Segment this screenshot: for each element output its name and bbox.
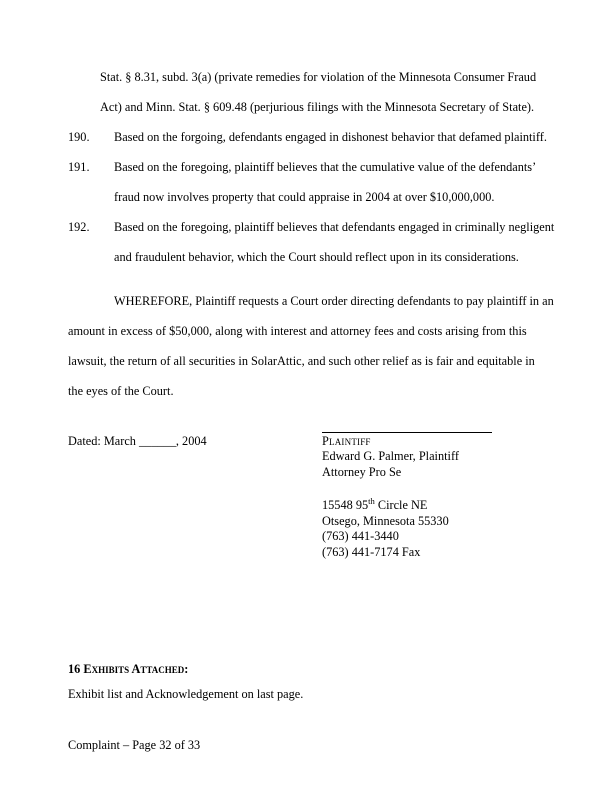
paragraph-line: Based on the foregoing, plaintiff believes that defendants engaged in criminally negligent — [114, 220, 555, 234]
dated-line: Dated: March ______, 2004 — [68, 434, 207, 448]
numbered-paragraph-190 — [68, 122, 547, 152]
address-line-2: Otsego, Minnesota 55330 — [322, 513, 449, 528]
exhibits-heading-text: Exhibits Attached: — [83, 662, 189, 676]
exhibits-heading — [68, 662, 303, 677]
phone-number: (763) 441-3440 — [322, 529, 399, 544]
wherefore-line: the eyes of the Court. — [68, 384, 174, 398]
exhibits-count: 16 — [68, 662, 84, 676]
continuation-line: Stat. § 8.31, subd. 3(a) (private remedies for violation of the Minnesota Consumer Fraud — [100, 70, 537, 84]
address-street-name: Circle NE — [374, 498, 428, 513]
signature-block — [322, 432, 542, 560]
plaintiff-label: Plaintiff — [322, 434, 371, 448]
paragraph-number: 191. — [68, 160, 90, 174]
ordinal-suffix: th — [368, 496, 375, 506]
address-line-1 — [322, 494, 542, 514]
address-street-number: 15548 95 — [322, 498, 369, 513]
document-body — [68, 62, 555, 452]
numbered-paragraph-191 — [68, 152, 544, 212]
continuation-line: Act) and Minn. Stat. § 609.48 (perjurious filings with the Minnesota Secretary of State). — [100, 100, 535, 114]
wherefore-paragraph — [68, 286, 554, 406]
paragraph-number: 192. — [68, 220, 90, 234]
paragraph-line: Based on the forgoing, defendants engaged in dishonest behavior that defamed plaintiff. — [114, 130, 547, 144]
paragraph-text — [114, 152, 544, 212]
wherefore-line: amount in excess of $50,000, along with interest and attorney fees and costs arising from this — [68, 324, 527, 338]
exhibits-note: Exhibit list and Acknowledgement on last page. — [68, 687, 304, 701]
signature-line — [322, 432, 492, 434]
paragraph-text — [114, 212, 555, 272]
signer-name: Edward G. Palmer, Plaintiff — [322, 449, 459, 463]
fax-number: (763) 441-7174 Fax — [322, 544, 421, 559]
signer-title: Attorney Pro Se — [322, 464, 402, 479]
paragraph-number: 190. — [68, 130, 90, 144]
paragraph-line: Based on the foregoing, plaintiff believes that the cumulative value of the defendants’ — [114, 160, 537, 174]
exhibits-section — [68, 662, 303, 702]
wherefore-line: WHEREFORE, Plaintiff requests a Court order directing defendants to pay plaintiff in an — [114, 294, 554, 308]
page-footer: Complaint – Page 32 of 33 — [68, 738, 201, 752]
paragraph-text — [114, 122, 547, 152]
paragraph-line: fraud now involves property that could appraise in 2004 at over $10,000,000. — [114, 190, 495, 204]
wherefore-line: lawsuit, the return of all securities in SolarAttic, and such other relief as is fair and equitable in — [68, 354, 535, 368]
paragraph-line: and fraudulent behavior, which the Court should reflect upon in its considerations. — [114, 250, 519, 264]
numbered-paragraph-192 — [68, 212, 555, 272]
continuation-paragraph — [68, 62, 544, 122]
